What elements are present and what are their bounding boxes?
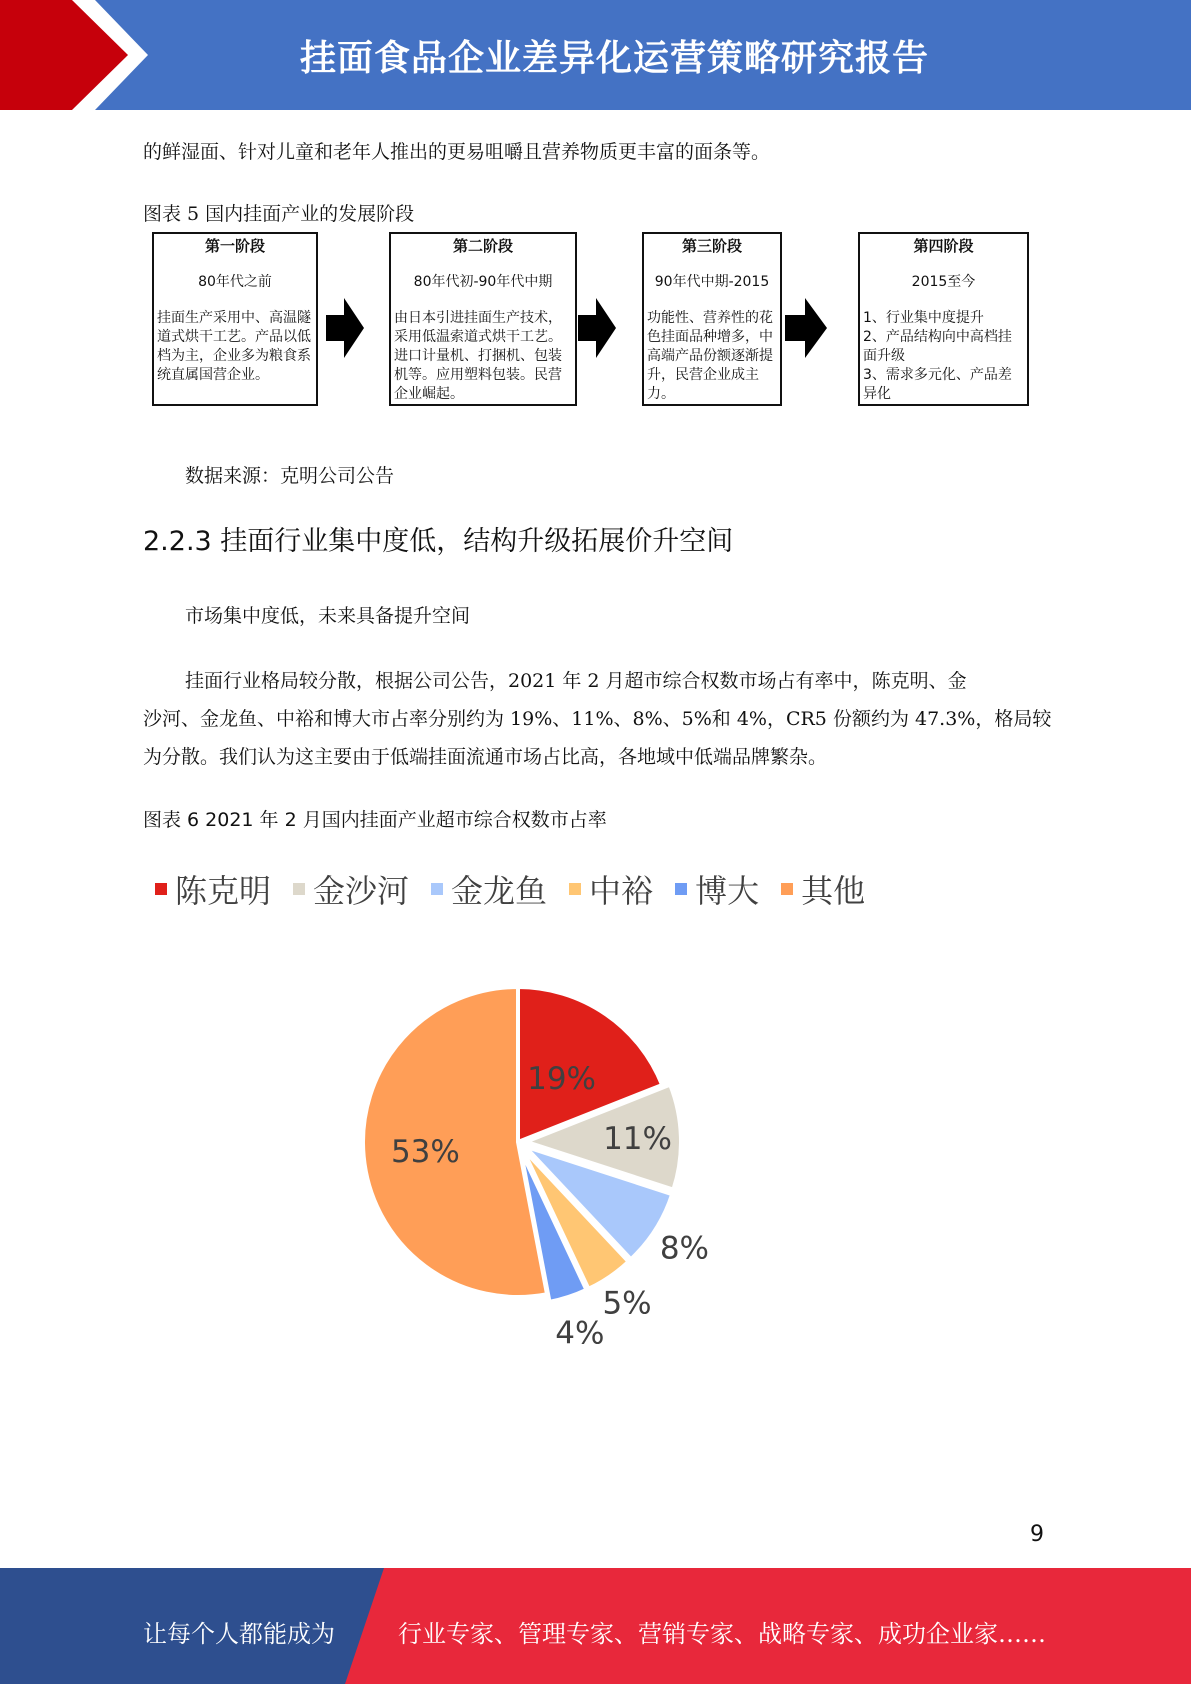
pie-data-label: 5% — [602, 1285, 652, 1322]
chart-legend — [155, 866, 887, 912]
legend-label: 中裕 — [589, 872, 654, 910]
paragraph-line: 为分散。我们认为这主要由于低端挂面流通市场占比高，各地域中低端品牌繁杂。 — [143, 746, 828, 768]
stage-box-3 — [642, 232, 782, 406]
legend-item — [781, 866, 865, 912]
pie-data-label: 53% — [390, 1133, 460, 1170]
legend-label: 博大 — [695, 872, 760, 910]
footer-slogan-right: 行业专家、管理专家、营销专家、战略专家、成功企业家…… — [398, 1620, 1046, 1648]
legend-swatch — [431, 883, 443, 895]
legend-item — [569, 866, 653, 912]
arrow-right-icon — [785, 298, 827, 358]
legend-item — [675, 866, 759, 912]
legend-swatch — [781, 883, 793, 895]
footer-slogan-left: 让每个人都能成为 — [143, 1620, 335, 1648]
stage-title: 第四阶段 — [913, 237, 974, 255]
report-title: 挂面食品企业差异化运营策略研究报告 — [300, 38, 930, 79]
pie-data-label: 4% — [555, 1315, 605, 1352]
stage-box-2 — [389, 232, 577, 406]
arrow-right-icon — [326, 298, 364, 358]
stage-period: 2015至今 — [911, 274, 976, 290]
legend-label: 金龙鱼 — [451, 872, 548, 910]
stage-description: 挂面生产采用中、高温隧道式烘干工艺。产品以低档为主，企业多为粮食系统直属国营企业。 — [157, 310, 311, 383]
stage-period: 80年代初-90年代中期 — [413, 274, 553, 290]
stage-description: 1、行业集中度提升 2、产品结构向中高档挂面升级 3、需求多元化、产品差异化 — [863, 310, 1012, 402]
stage-title: 第二阶段 — [452, 237, 513, 255]
stage-title: 第三阶段 — [681, 237, 742, 255]
legend-label: 其他 — [801, 872, 866, 910]
stage-period: 90年代中期-2015 — [654, 274, 770, 290]
stage-box-4 — [858, 232, 1029, 406]
stage-period: 80年代之前 — [198, 274, 272, 290]
pie-data-label: 19% — [527, 1060, 597, 1097]
stage-box-1 — [152, 232, 318, 406]
section-heading: 2.2.3 挂面行业集中度低，结构升级拓展价升空间 — [143, 526, 734, 557]
paragraph-line: 挂面行业格局较分散，根据公司公告，2021 年 2 月超市综合权数市场占有率中，陈克明、金 — [185, 670, 967, 692]
stage-description: 功能性、营养性的花色挂面品种增多，中高端产品份额逐渐提升，民营企业成主力。 — [647, 310, 773, 402]
arrow-right-icon — [578, 298, 616, 358]
market-share-pie-chart — [300, 960, 820, 1360]
stage-description: 由日本引进挂面生产技术，采用低温索道式烘干工艺。进口计量机、打捆机、包装机等。应用塑料包装。民营企业崛起。 — [394, 310, 562, 402]
legend-label: 陈克明 — [175, 872, 272, 910]
figure5-caption: 图表 5 国内挂面产业的发展阶段 — [143, 203, 415, 225]
page-number: 9 — [1030, 1522, 1044, 1547]
legend-item — [431, 866, 547, 912]
stage-title: 第一阶段 — [204, 237, 265, 255]
legend-swatch — [155, 883, 167, 895]
paragraph-line: 沙河、金龙鱼、中裕和博大市占率分别约为 19%、11%、8%、5%和 4%，CR5 份额约为 47.3%，格局较 — [143, 708, 1052, 730]
data-source-1: 数据来源：克明公司公告 — [185, 465, 395, 487]
page-header — [0, 0, 1191, 110]
intro-line: 的鲜湿面、针对儿童和老年人推出的更易咀嚼且营养物质更丰富的面条等。 — [143, 141, 771, 163]
body-paragraph — [143, 662, 1063, 776]
legend-swatch — [675, 883, 687, 895]
figure6-caption: 图表 6 2021 年 2 月国内挂面产业超市综合权数市占率 — [143, 809, 607, 831]
sub-heading: 市场集中度低，未来具备提升空间 — [185, 605, 471, 627]
legend-label: 金沙河 — [313, 872, 410, 910]
legend-swatch — [569, 883, 581, 895]
pie-data-label: 8% — [659, 1230, 710, 1267]
legend-swatch — [293, 883, 305, 895]
legend-item — [155, 866, 271, 912]
legend-item — [293, 866, 409, 912]
pie-data-label: 11% — [603, 1121, 672, 1158]
